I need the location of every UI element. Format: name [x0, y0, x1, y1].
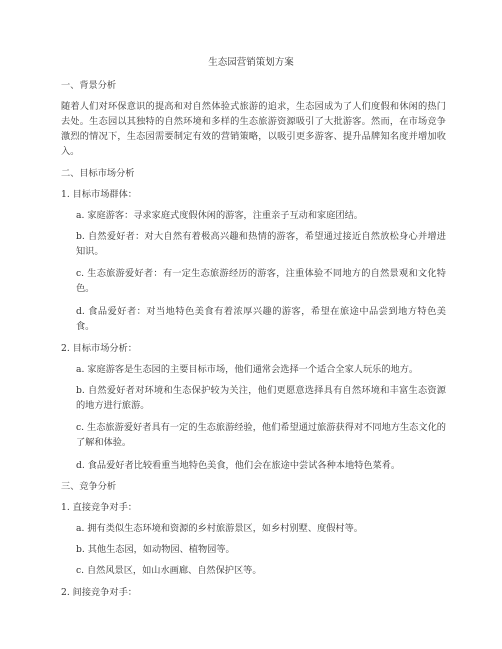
list-item: d. 食品爱好者：对当地特色美食有着浓厚兴趣的游客，希望在旅途中品尝到地方特色美食。 — [76, 306, 446, 332]
list-item: a. 家庭游客是生态园的主要目标市场，他们通常会选择一个适合全家人玩乐的地方。 — [76, 364, 419, 375]
list-item: d. 食品爱好者比较看重当地特色美食，他们会在旅途中尝试各种本地特色菜肴。 — [76, 460, 401, 471]
target-groups-heading: 1. 目标市场群体： — [61, 189, 137, 200]
background-paragraph: 随着人们对环保意识的提高和对自然体验式旅游的追求，生态园成为了人们度假和休闲的热门去处。生态园以其独特的自然环境和多样的生态旅游资源吸引了大批游客。然而，在市场竞争激烈的情况下，生态园需要制定有效的营销策略，以吸引更多游客、提升品牌知名度并增加收入。 — [61, 101, 446, 157]
list-item: a. 家庭游客：寻求家庭式度假休闲的游客，注重亲子互动和家庭团结。 — [76, 210, 363, 221]
list-item: a. 拥有类似生态环境和资源的乡村旅游景区，如乡村别墅、度假村等。 — [76, 523, 363, 534]
target-analysis-heading: 2. 目标市场分析： — [61, 343, 137, 354]
section-heading-target: 二、目标市场分析 — [61, 168, 135, 179]
list-item: b. 自然爱好者对环境和生态保护较为关注，他们更愿意选择具有自然环境和丰富生态资源的地方进行旅游。 — [76, 385, 446, 411]
list-item: b. 自然爱好者：对大自然有着极高兴趣和热情的游客，希望通过接近自然放松身心并增进知识。 — [76, 231, 446, 257]
list-item: c. 生态旅游爱好者：有一定生态旅游经历的游客，注重体验不同地方的自然景观和文化特色。 — [76, 268, 446, 294]
direct-competitors-heading: 1. 直接竞争对手： — [61, 502, 137, 513]
indirect-competitors-heading: 2. 间接竞争对手： — [61, 587, 137, 598]
section-heading-competition: 三、竞争分析 — [61, 481, 117, 492]
section-heading-background: 一、背景分析 — [61, 80, 117, 91]
list-item: b. 其他生态园，如动物园、植物园等。 — [76, 544, 235, 555]
list-item: c. 自然风景区，如山水画廊、自然保护区等。 — [76, 565, 262, 576]
document-title: 生态园营销策划方案 — [208, 57, 294, 68]
list-item: c. 生态旅游爱好者具有一定的生态旅游经验，他们希望通过旅游获得对不同地方生态文化的了解和体验。 — [76, 422, 446, 448]
